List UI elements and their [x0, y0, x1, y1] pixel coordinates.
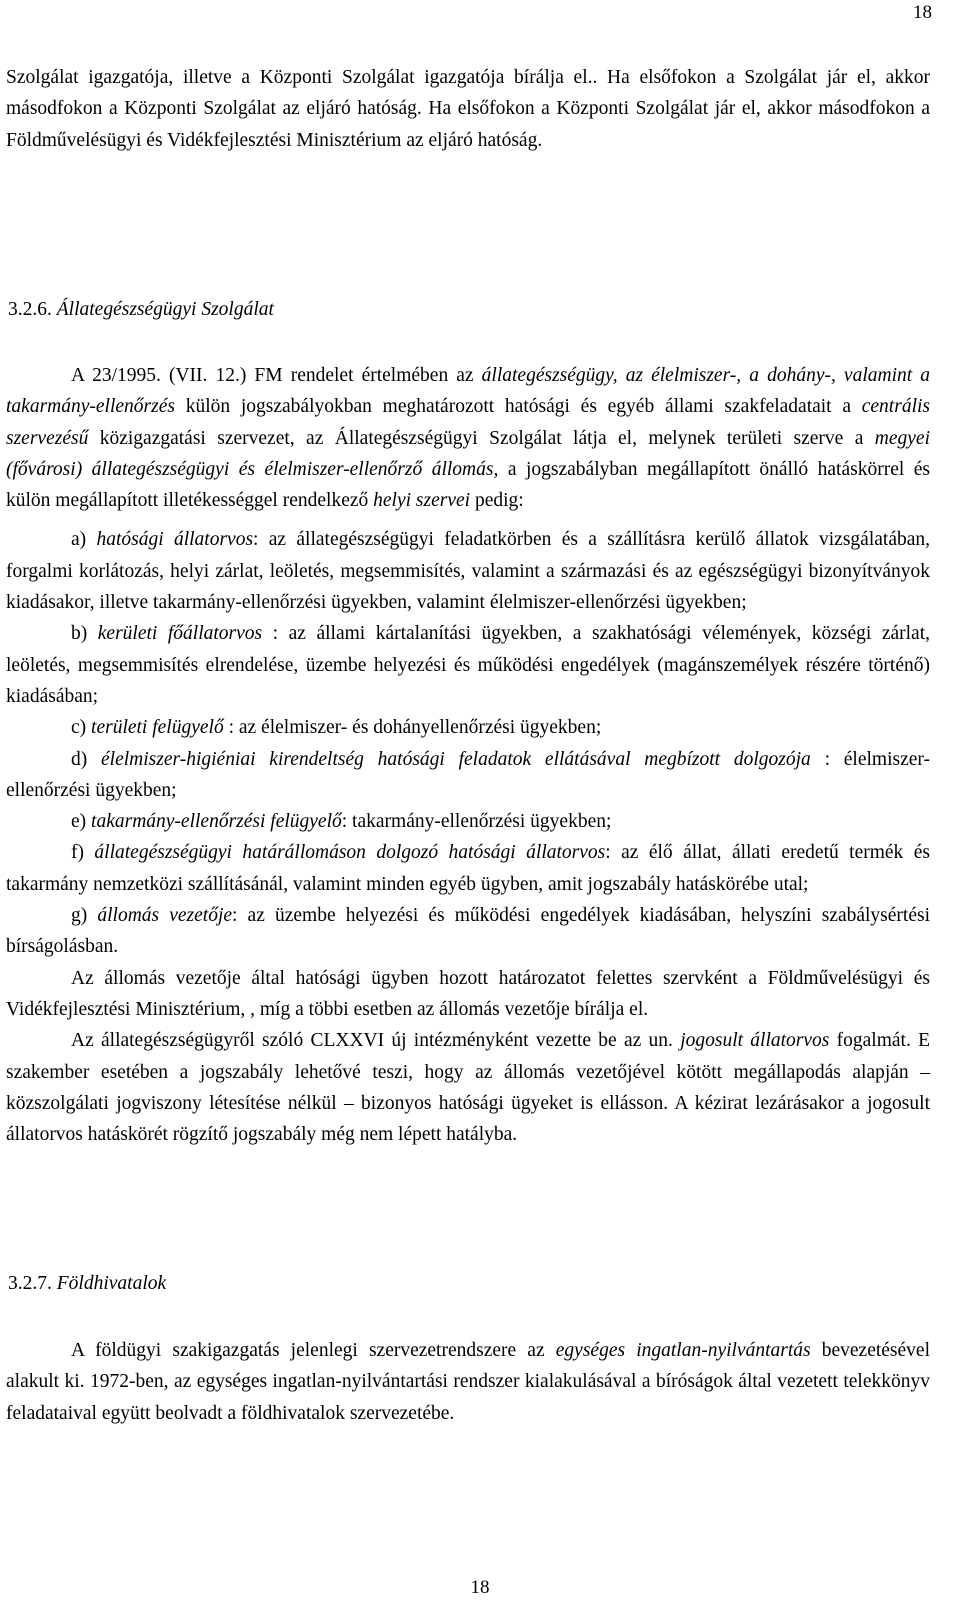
text-run: pedig: — [470, 490, 524, 512]
italic-term: állomás vezetője — [97, 905, 233, 927]
main-body — [6, 360, 930, 1150]
italic-term: élelmiszer-higiéniai kirendeltség hatósági feladatok ellátásával megbízott dolgozója — [101, 748, 811, 770]
page-number-top: 18 — [913, 2, 932, 23]
list-marker: a) — [71, 529, 97, 551]
list-item-a — [6, 524, 930, 618]
text-run: a jogszabályban megállapított önálló hatáskörrel és külön megállapított illetékességgel rendelkező — [6, 458, 931, 512]
text-run: : az állami kártalanítási ügyekben, a szakhatósági vélemények, községi zárlat, leöletés, megsemmisítés elrendelése, üzembe helyezési és működési engedélyek (magánszemélyek részére történő) kiadásában; — [6, 623, 930, 707]
italic-term: centrális szervezésű — [6, 396, 930, 449]
text-run: A földügyi szakigazgatás jelenlegi szervezetrendszere az — [71, 1340, 556, 1361]
italic-term: takarmány-ellenőrzési felügyelő — [91, 811, 342, 833]
text-run: : az élelmiszer- és dohányellenőrzési ügyekben; — [223, 717, 602, 739]
list-item-b — [6, 618, 930, 712]
text-run: közigazgatási szervezet, az Állategészségügyi Szolgálat látja el, melynek területi szerve a — [88, 427, 875, 449]
list-marker: g) — [71, 905, 98, 927]
italic-term: jogosult állatorvos — [680, 1030, 830, 1052]
text-run: bevezetésével alakult ki. 1972-ben, az egységes ingatlan-nyilvántartási rendszer kialakulásával a bíróságok által vezetett telekkönyv feladataival együtt beolvadt a földhivatalok szervezetébe. — [6, 1340, 931, 1424]
text-run: A 23/1995. (VII. 12.) FM rendelet értelmében az — [71, 365, 482, 386]
section-title: Állategészségügyi Szolgálat — [56, 299, 274, 320]
italic-term: helyi szervei — [373, 490, 471, 512]
italic-term: területi felügyelő — [91, 717, 224, 739]
text-run: fogalmát. E szakember esetében a jogszabály lehetővé teszi, hogy az állomás vezetőjével kötött megállapodás alapján – közszolgálati jogviszony létesítése nélkül – bizonyos hatósági ügyeket is ellásson. A kézirat lezárásakor a jogosult állatorvos hatáskörét rögzítő jogszabály még nem lépett hatályba. — [6, 1030, 930, 1146]
italic-term: állategészségügyi határállomáson dolgozó hatósági állatorvos — [94, 842, 606, 864]
list-item-d — [6, 744, 930, 807]
paragraph-land — [6, 1335, 930, 1429]
intro-paragraph-block — [6, 62, 930, 156]
text-run: : az élő állat, állati eredetű termék és takarmány nemzetközi szállításánál, valamint minden egyéb ügyben, amit jogszabály hatáskörébe utal; — [6, 842, 930, 895]
italic-term: megyei (fővárosi) állategészségügyi és élelmiszer-ellenőrző állomás, — [6, 427, 930, 480]
land-office-body — [6, 1335, 930, 1429]
page-number-bottom: 18 — [470, 1577, 490, 1598]
paragraph-main — [6, 360, 930, 516]
italic-term: egységes ingatlan-nyilvántartás — [555, 1340, 811, 1361]
text-run: : élelmiszer-ellenőrzési ügyekben; — [6, 748, 931, 801]
list-item-g — [6, 900, 930, 963]
list-marker: c) — [71, 717, 92, 739]
section-heading-326 — [8, 294, 930, 325]
italic-term: állategészségügy, az élelmiszer-, a dohány-, valamint a takarmány-ellenőrzés — [6, 365, 930, 418]
italic-term: hatósági állatorvos — [96, 529, 254, 551]
text-run: : az állategészségügyi feladatkörben és a szállításra kerülő állatok vizsgálatában, forgalmi korlátozás, helyi zárlat, leöletés, megsemmisítés, valamint a származási és az egészségügyi bizonyítványok kiadásakor, illetve takarmány-ellenőrzési ügyekben, valamint élelmiszer-ellenőrzési ügyekben; — [6, 529, 931, 614]
intro-paragraph: Szolgálat igazgatója, illetve a Központi Szolgálat igazgatója bírálja el.. Ha elsőfokon a Szolgálat jár el, akkor másodfokon a Központi Szolgálat az eljáró hatóság. Ha elsőfokon a Központi Szolgálat jár el, akkor másodfokon a Földművelésügyi és Vidékfejlesztési Minisztérium az eljáró hatóság. — [6, 67, 930, 151]
paragraph-jogosult — [6, 1025, 930, 1150]
list-item-e — [6, 806, 930, 837]
text-run: külön jogszabályokban meghatározott hatósági és egyéb állami szakfeladatait a — [174, 396, 862, 418]
list-item-c — [6, 712, 930, 743]
list-item-f — [6, 837, 930, 900]
list-marker: b) — [71, 623, 98, 645]
list-marker: d) — [71, 748, 102, 770]
section-number: 3.2.6. — [8, 299, 52, 320]
list-marker: e) — [71, 811, 92, 833]
section-title: Földhivatalok — [56, 1273, 167, 1294]
text-run: Az állategészségügyről szóló CLXXVI új intézményként vezette be az un. — [71, 1030, 681, 1052]
italic-term: kerületi főállatorvos — [97, 623, 263, 645]
section-heading-327 — [8, 1268, 930, 1299]
list-marker: f) — [71, 842, 95, 864]
section-number: 3.2.7. — [8, 1273, 52, 1294]
paragraph-station: Az állomás vezetője által hatósági ügyben hozott határozatot felettes szervként a Földművelésügyi és Vidékfejlesztési Minisztérium, , míg a többi esetben az állomás vezetője bírálja el. — [6, 967, 930, 1020]
text-run: : takarmány-ellenőrzési ügyekben; — [341, 811, 612, 833]
text-run: : az üzembe helyezési és működési engedélyek kiadásában, helyszíni szabálysértési bírságolásban. — [6, 905, 930, 958]
